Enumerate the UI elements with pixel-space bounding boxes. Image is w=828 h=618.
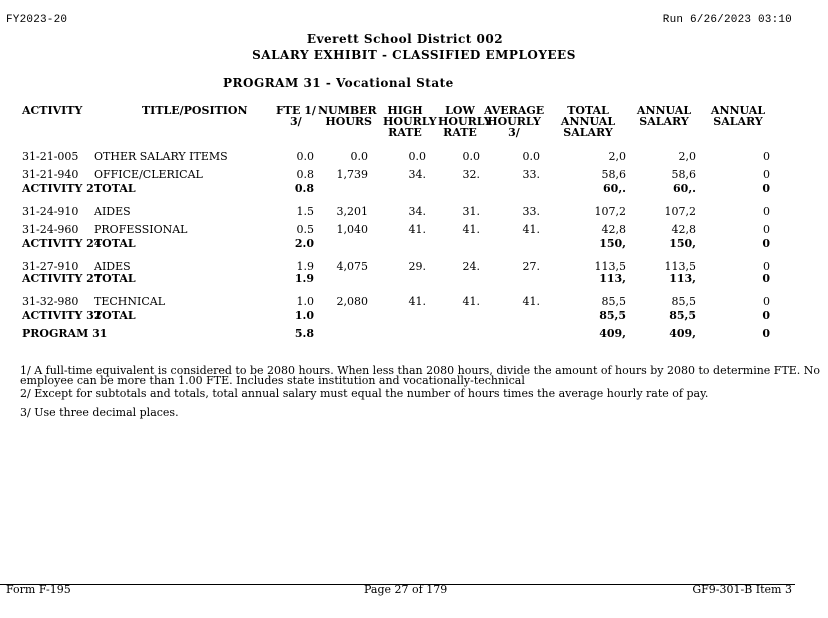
cell-a: 58,6: [671, 168, 696, 181]
cell-high: 41.: [408, 223, 426, 236]
cell-activity: 31-27-910: [22, 260, 79, 273]
footnote-1-cont: employee can be more than 1.00 FTE. Includes state institution and vocationally-technical: [20, 374, 525, 387]
cell-a: 42,8: [671, 223, 696, 236]
cell-fte: 0.8: [296, 168, 314, 181]
cell-fte: 1.9: [294, 272, 314, 285]
cell-total: 107,2: [594, 205, 626, 218]
cell-total: 113,: [599, 272, 626, 285]
cell-total: 2,0: [608, 150, 626, 163]
cell-activity: ACTIVITY 27: [22, 272, 102, 285]
cell-activity: ACTIVITY 24: [22, 237, 102, 250]
cell-title: PROFESSIONAL: [94, 223, 188, 236]
report-title: SALARY EXHIBIT - CLASSIFIED EMPLOYEES: [252, 48, 576, 62]
cell-avg: 27.: [522, 260, 540, 273]
col-activity: ACTIVITY: [22, 104, 83, 117]
cell-low: 31.: [462, 205, 480, 218]
footnote-2: 2/ Except for subtotals and totals, total annual salary must equal the number of hours times the average hourly rate of pay.: [20, 387, 709, 400]
fiscal-year: FY2023-20: [6, 14, 68, 26]
cell-b: 0: [762, 182, 770, 195]
cell-a: 2,0: [678, 150, 696, 163]
cell-activity: PROGRAM 31: [22, 327, 108, 340]
cell-high: 34.: [408, 168, 426, 181]
cell-activity: 31-21-940: [22, 168, 79, 181]
cell-high: 41.: [408, 295, 426, 308]
cell-high: 29.: [408, 260, 426, 273]
col-average-rate: AVERAGE HOURLY 3/: [484, 104, 545, 139]
cell-hours: 3,201: [336, 205, 368, 218]
cell-fte: 2.0: [294, 237, 314, 250]
cell-fte: 5.8: [294, 327, 314, 340]
footnote-3: 3/ Use three decimal places.: [20, 406, 179, 419]
cell-fte: 1.0: [294, 309, 314, 322]
cell-low: 24.: [462, 260, 480, 273]
cell-total: 113,5: [594, 260, 626, 273]
cell-a: 113,5: [664, 260, 696, 273]
cell-a: 107,2: [664, 205, 696, 218]
district-name: Everett School District 002: [306, 32, 504, 46]
cell-total: 150,: [599, 237, 626, 250]
cell-activity: ACTIVITY 21: [22, 182, 102, 195]
col-title-position: TITLE/POSITION: [142, 104, 248, 117]
cell-a: 409,: [669, 327, 696, 340]
cell-avg: 0.0: [522, 150, 540, 163]
col-high-rate: HIGH HOURLY RATE: [383, 104, 437, 139]
cell-title: TOTAL: [94, 237, 136, 250]
cell-low: 41.: [462, 295, 480, 308]
cell-b: 0: [763, 260, 770, 273]
program-title: PROGRAM 31 - Vocational State: [223, 76, 454, 90]
cell-avg: 41.: [522, 295, 540, 308]
cell-b: 0: [763, 150, 770, 163]
cell-title: TOTAL: [94, 309, 136, 322]
form-number: Form F-195: [6, 583, 71, 596]
cell-total: 58,6: [601, 168, 626, 181]
cell-b: 0: [762, 237, 770, 250]
col-fte: FTE 1/: [276, 104, 316, 117]
cell-a: 85,5: [669, 309, 696, 322]
cell-hours: 0.0: [350, 150, 368, 163]
cell-a: 85,5: [671, 295, 696, 308]
cell-fte: 0.5: [296, 223, 314, 236]
run-timestamp: Run 6/26/2023 03:10: [662, 14, 792, 26]
cell-b: 0: [762, 309, 770, 322]
cell-activity: 31-21-005: [22, 150, 79, 163]
col-fte-note: 3/: [290, 115, 302, 128]
cell-title: TECHNICAL: [94, 295, 166, 308]
cell-hours: 4,075: [336, 260, 368, 273]
form-code: GF9-301-B Item 3: [692, 583, 792, 596]
cell-a: 113,: [669, 272, 696, 285]
cell-high: 34.: [408, 205, 426, 218]
footnote-1: 1/ A full-time equivalent is considered to be 2080 hours. When less than 2080 hours, divide the amount of hours by 2080 to determine FTE. No: [20, 364, 821, 377]
cell-hours: 2,080: [336, 295, 368, 308]
cell-activity: ACTIVITY 32: [22, 309, 102, 322]
cell-low: 32.: [462, 168, 480, 181]
page-number: Page 27 of 179: [364, 583, 448, 596]
cell-total: 409,: [599, 327, 626, 340]
cell-avg: 33.: [522, 205, 540, 218]
cell-title: OTHER SALARY ITEMS: [94, 150, 228, 163]
cell-b: 0: [762, 327, 770, 340]
col-number-hours: NUMBER HOURS: [318, 104, 377, 128]
col-total-annual-salary: TOTAL ANNUAL SALARY: [560, 104, 616, 139]
cell-b: 0: [763, 295, 770, 308]
cell-avg: 33.: [522, 168, 540, 181]
cell-fte: 1.9: [296, 260, 314, 273]
col-low-rate: LOW HOURLY RATE: [438, 104, 492, 139]
cell-title: OFFICE/CLERICAL: [94, 168, 203, 181]
cell-title: TOTAL: [94, 272, 136, 285]
cell-total: 42,8: [601, 223, 626, 236]
cell-low: 41.: [462, 223, 480, 236]
cell-fte: 0.0: [296, 150, 314, 163]
cell-activity: 31-32-980: [22, 295, 79, 308]
cell-fte: 1.0: [296, 295, 314, 308]
cell-activity: 31-24-960: [22, 223, 79, 236]
cell-title: AIDES: [94, 260, 131, 273]
col-annual-salary-b: ANNUAL SALARY: [710, 104, 766, 128]
cell-a: 60,.: [673, 182, 696, 195]
col-annual-salary-a: ANNUAL SALARY: [636, 104, 692, 128]
cell-title: TOTAL: [94, 182, 136, 195]
cell-fte: 0.8: [294, 182, 314, 195]
cell-low: 0.0: [462, 150, 480, 163]
cell-b: 0: [762, 272, 770, 285]
cell-total: 85,5: [599, 309, 626, 322]
cell-b: 0: [763, 223, 770, 236]
cell-total: 60,.: [603, 182, 626, 195]
cell-b: 0: [763, 168, 770, 181]
cell-avg: 41.: [522, 223, 540, 236]
cell-hours: 1,739: [336, 168, 368, 181]
cell-title: AIDES: [94, 205, 131, 218]
cell-a: 150,: [669, 237, 696, 250]
cell-total: 85,5: [601, 295, 626, 308]
cell-high: 0.0: [408, 150, 426, 163]
cell-activity: 31-24-910: [22, 205, 79, 218]
cell-fte: 1.5: [296, 205, 314, 218]
cell-hours: 1,040: [336, 223, 368, 236]
cell-b: 0: [763, 205, 770, 218]
